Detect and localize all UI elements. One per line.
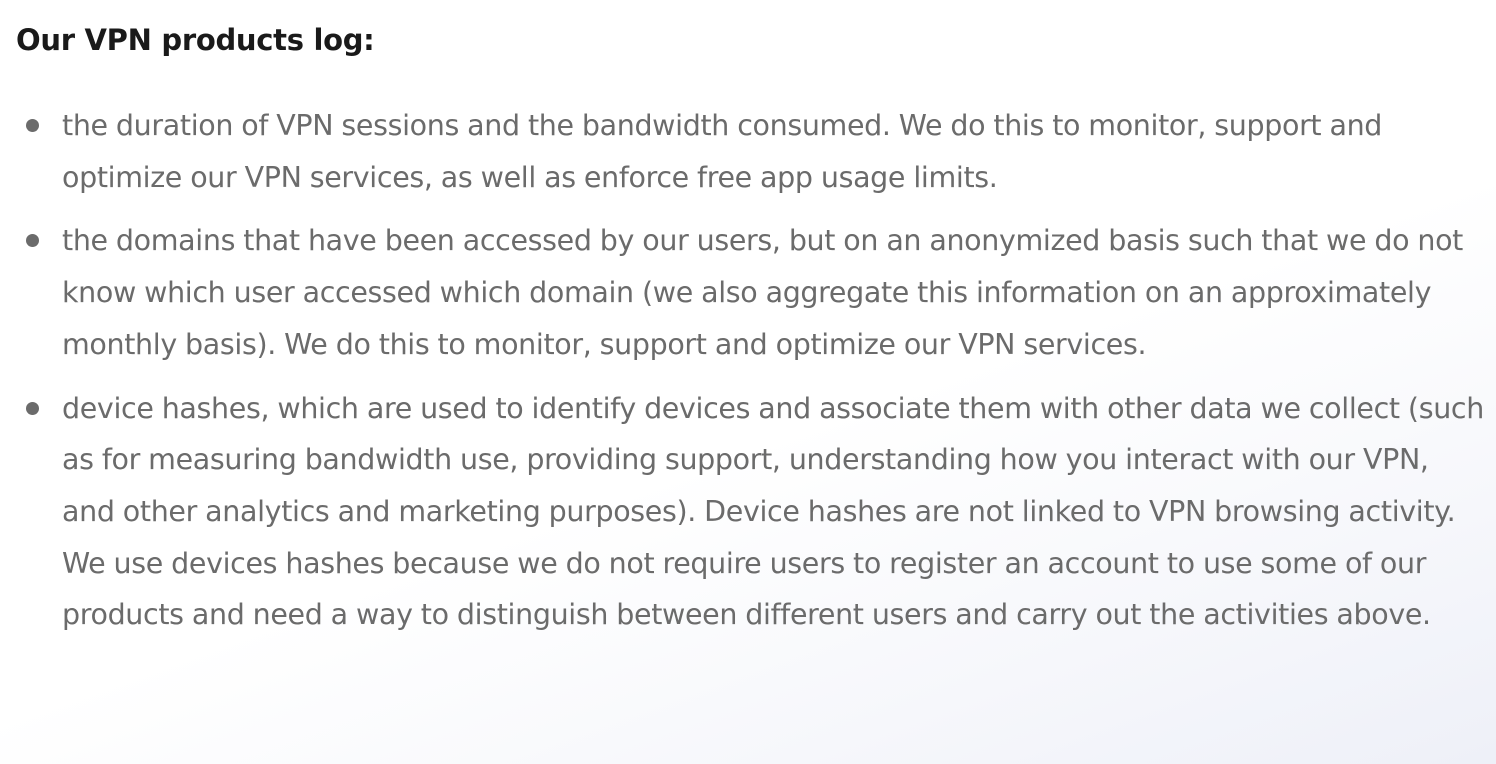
list-item-text: device hashes, which are used to identify devices and associate them with other data we collect (such as for measuring bandwidth use, providing support, understanding how you interact with our VPN, and other analytics and marketing purposes). Device hashes are not linked to VPN browsing activity. We use devices hashes because we do not require users to register an account to use some of our products and need a way to distinguish between different users and carry out the activities above.	[62, 391, 1484, 632]
list-item	[16, 100, 1486, 203]
bullet-icon	[26, 119, 39, 132]
policy-section	[16, 18, 1486, 653]
list-item-text: the duration of VPN sessions and the bandwidth consumed. We do this to monitor, support and optimize our VPN services, as well as enforce free app usage limits.	[62, 109, 1383, 194]
bullet-icon	[26, 234, 39, 247]
section-heading: Our VPN products log:	[16, 23, 375, 57]
logged-data-list	[16, 100, 1486, 641]
list-item	[16, 215, 1486, 370]
bullet-icon	[26, 402, 39, 415]
list-item-text: the domains that have been accessed by our users, but on an anonymized basis such that we do not know which user accessed which domain (we also aggregate this information on an approximately monthly basis). We do this to monitor, support and optimize our VPN services.	[62, 224, 1464, 361]
list-item	[16, 383, 1486, 642]
